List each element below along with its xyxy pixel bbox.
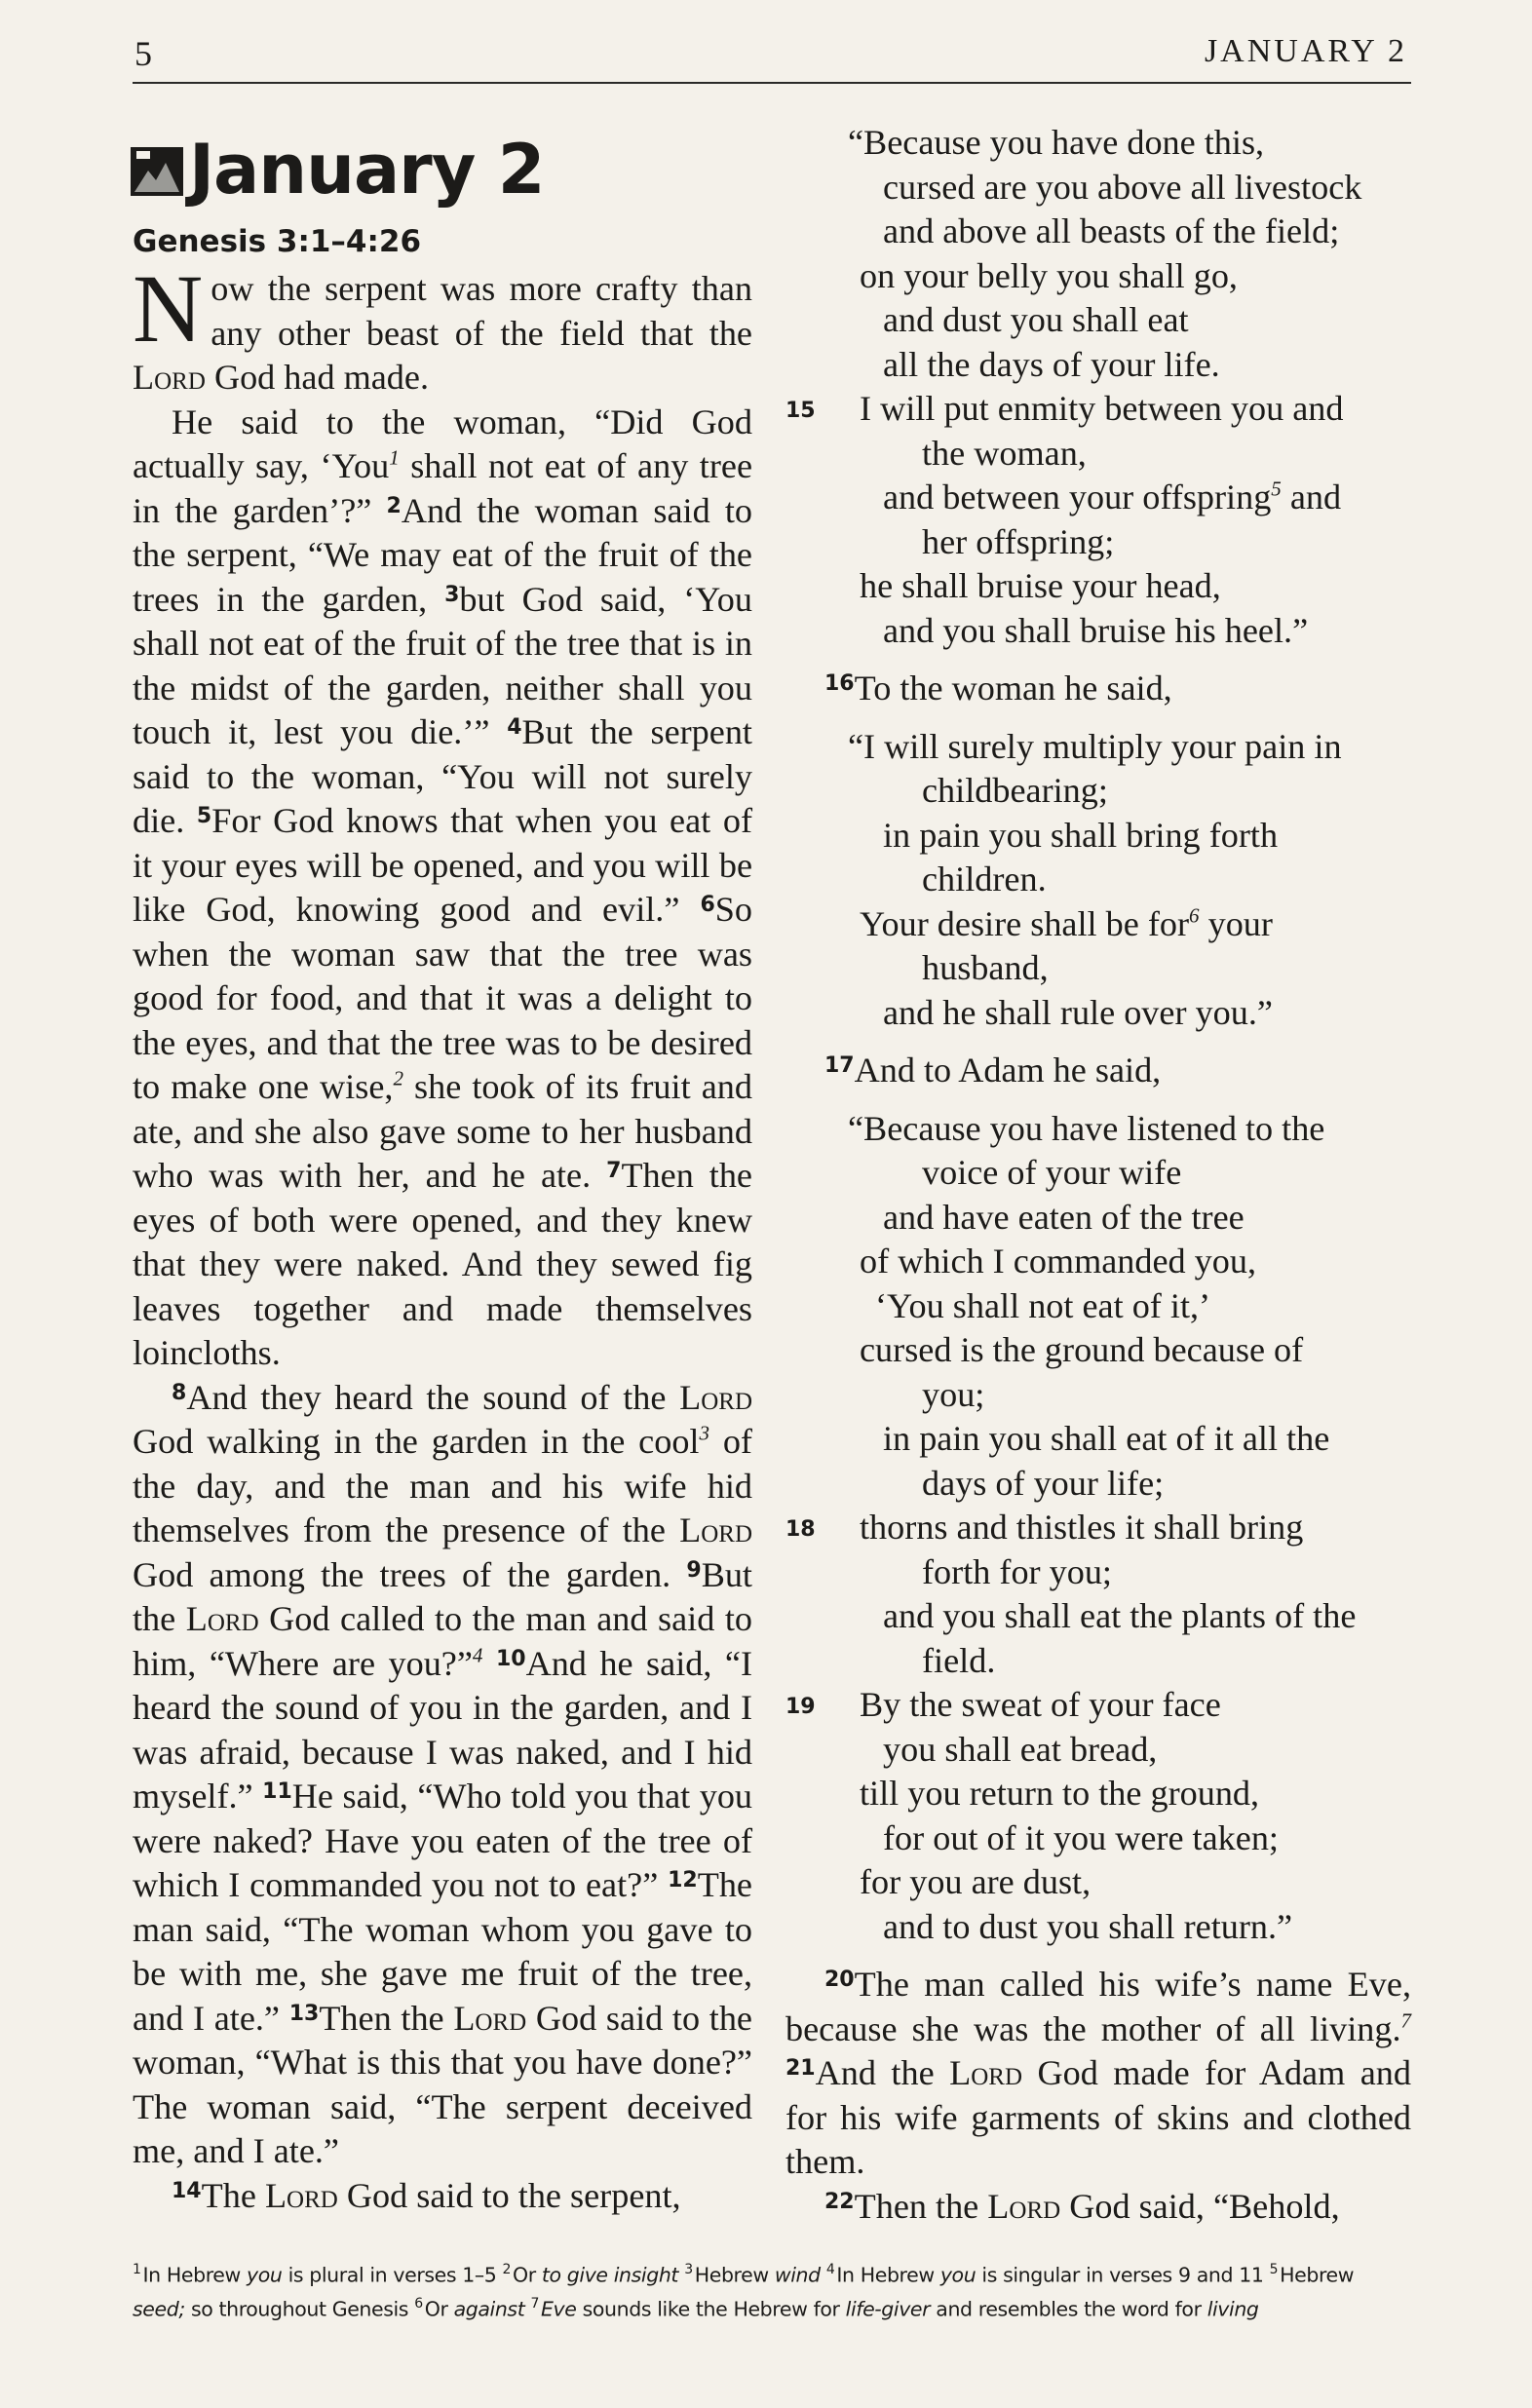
verse-number: 17 xyxy=(824,1053,855,1079)
poem-line: and above all beasts of the field; xyxy=(883,211,1340,250)
verse-number: 13 xyxy=(288,2001,320,2026)
poem-line: husband, xyxy=(922,948,1049,987)
right-column xyxy=(785,121,1411,2229)
poem-line: all the days of your life. xyxy=(883,344,1220,384)
poem-line: the woman, xyxy=(922,433,1087,473)
poem-line: and he shall rule over you.” xyxy=(883,992,1273,1032)
paragraph-3: $^8$And they heard the sound of the Lord God walking in the garden in the cool$^3$ of the day, and the man and his wife hid themselves from the presence of the Lord God among the trees of the garden. $^9$But the Lord God called to the man and said to him, “Where are you?”$^4$ $^{10}$And he said, “I heard the sound of you in the garden, and I was afraid, because I was naked, and I hid myself.” $^{11}$He said, “Who told you that you were naked? Have you eaten of the tree of which I commanded you not to eat?” $^{12}$The man said, “The woman whom you gave to be with me, she gave me fruit of the tree, and I ate.” $^{13}$Then the Lord God said to the woman, “What is this that you have done?” The woman said, “The serpent deceived me, and I ate.” xyxy=(133,1377,753,2170)
footnote-ref: 2 xyxy=(393,1066,403,1090)
lord-smallcaps: Lord xyxy=(133,358,206,397)
verse-number: 15 xyxy=(785,399,816,423)
verse-number: 18 xyxy=(785,1517,816,1542)
poem-line: of which I commanded you, xyxy=(860,1242,1257,1280)
poem-line: on your belly you shall go, xyxy=(860,255,1238,295)
poem-line: days of your life; xyxy=(922,1463,1165,1503)
poem-line: ‘You shall not eat of it,’ xyxy=(875,1285,1211,1325)
reading-date: January 2 xyxy=(189,130,545,210)
poem-line: “I will surely multiply your pain in xyxy=(848,726,1342,766)
paragraph-1: N ow the serpent was more crafty than any other beast of the field that the Lord God had made. xyxy=(133,254,752,397)
poem-line: and dust you shall eat xyxy=(883,300,1189,339)
poem-line: for out of it you were taken; xyxy=(883,1817,1279,1857)
verse-number: 14 xyxy=(172,2178,202,2203)
verse-number: 20 xyxy=(824,1968,855,1993)
poem-line: “Because you have listened to the xyxy=(848,1108,1325,1148)
verse-number: 16 xyxy=(824,671,855,697)
poem-line: Your desire shall be for$^6$ your xyxy=(860,902,1273,943)
verse-number: 4 xyxy=(507,715,522,741)
footnote-number: 6 xyxy=(414,2296,423,2312)
poem-line: her offspring; xyxy=(922,521,1115,561)
lord-smallcaps: Lord xyxy=(264,2175,338,2215)
header-rule xyxy=(133,82,1411,84)
footnote-number: 4 xyxy=(825,2262,835,2277)
paragraph-4: $^{14}$The Lord God said to the serpent, xyxy=(172,2175,681,2215)
footnote-number: 2 xyxy=(502,2262,511,2277)
reading-date-heading xyxy=(129,129,752,210)
paragraph-20: $^{20}$The man called his wife’s name Eve, because she was the mother of all living.$^7$ $^{21}$And the Lord God made for Adam and for his wife garments of skins and clothed them. xyxy=(785,1965,1411,2181)
poem-line: By the sweat of your face xyxy=(860,1685,1221,1724)
footnote-ref: 6 xyxy=(1189,902,1200,927)
footnote-ref: 5 xyxy=(1271,477,1282,501)
lord-smallcaps: Lord xyxy=(453,1998,527,2038)
lord-smallcaps: Lord xyxy=(949,2053,1023,2092)
verse-number: 11 xyxy=(262,1779,292,1805)
verse-number: 19 xyxy=(785,1695,816,1719)
running-head: JANUARY 2 xyxy=(1204,33,1407,69)
poem-line: in pain you shall eat of it all the xyxy=(883,1419,1330,1458)
poem-line: and to dust you shall return.” xyxy=(883,1906,1293,1946)
poem-line: cursed is the ground because of xyxy=(860,1330,1304,1369)
reading-plan-icon xyxy=(129,141,185,198)
verse-number: 5 xyxy=(196,804,212,829)
lord-smallcaps: Lord xyxy=(679,1377,752,1417)
poem-curse-woman xyxy=(785,725,1411,1036)
page-number: 5 xyxy=(134,34,152,73)
poem-line: till you return to the ground, xyxy=(860,1774,1260,1813)
footnote-ref: 4 xyxy=(472,1642,483,1666)
footnote-ref: 1 xyxy=(389,445,400,470)
poem-line: he shall bruise your head, xyxy=(860,566,1221,605)
lord-smallcaps: Lord xyxy=(679,1510,752,1549)
verse-number: 8 xyxy=(172,1380,187,1405)
verse-number: 7 xyxy=(606,1159,622,1184)
verse-number: 9 xyxy=(686,1557,702,1583)
poem-line: “Because you have done this, xyxy=(848,123,1265,162)
lord-smallcaps: Lord xyxy=(987,2186,1061,2226)
poem-line: thorns and thistles it shall bring xyxy=(860,1508,1304,1547)
poem-line: and you shall eat the plants of the xyxy=(883,1596,1357,1635)
verse-number: 12 xyxy=(668,1868,698,1893)
poem-line: for you are dust, xyxy=(860,1862,1092,1901)
verse-number: 3 xyxy=(444,582,460,607)
left-column xyxy=(133,121,752,2218)
poem-line: voice of your wife xyxy=(922,1153,1182,1192)
poem-line: in pain you shall bring forth xyxy=(883,815,1279,855)
poem-line: childbearing; xyxy=(922,771,1108,810)
passage-reference: Genesis 3:1–4:26 xyxy=(133,224,422,259)
poem-curse-serpent xyxy=(785,121,1411,653)
poem-line: and you shall bruise his heel.” xyxy=(883,610,1309,650)
verse-number: 2 xyxy=(386,493,402,518)
poem-curse-adam xyxy=(785,1107,1411,1950)
poem-line: you; xyxy=(922,1374,985,1414)
poem-line: field. xyxy=(922,1640,996,1680)
footnote-number: 7 xyxy=(530,2296,539,2312)
poem-line: cursed are you above all livestock xyxy=(883,167,1362,207)
footnote-number: 5 xyxy=(1269,2262,1279,2277)
footnote-ref: 7 xyxy=(1400,2007,1411,2032)
verse-number: 10 xyxy=(495,1646,526,1671)
verse-number: 21 xyxy=(785,2056,816,2082)
footnote-number: 3 xyxy=(684,2262,693,2277)
poem-line: forth for you; xyxy=(922,1551,1112,1591)
footnote-number: 1 xyxy=(133,2262,141,2277)
footnotes: $^1$In Hebrew you is plural in verses 1–5 $^2$Or to give insight $^3$Hebrew wind $^4$In Hebrew you is singular in verses 9 and 11 $^5$Hebrew seed; so throughout Genesis $^6$Or against $^7$Eve sounds like the Hebrew for life-giver and resembles the word for living xyxy=(133,2262,1355,2321)
paragraph-2: He said to the woman, “Did God actually say, ‘You$^1$ shall not eat of any tree in the garden’?” $^2$And the woman said to the serpent, “We may eat of the fruit of the trees in the garden, $^3$but God said, ‘You shall not eat of the fruit of the tree that is in the midst of the garden, neither shall you touch it, lest you die.’” $^4$But the serpent said to the woman, “You will not surely die. $^5$For God knows that when you eat of it your eyes will be opened, and you will be like God, knowing good and evil.” $^6$So when the woman saw that the tree was good for food, and that it was a delight to the eyes, and that the tree was to be desired to make one wise,$^2$ she took of its fruit and ate, and she also gave some to her husband who was with her, and he ate. $^7$Then the eyes of both were opened, and they knew that they were naked. And they sewed fig leaves together and made themselves loincloths. xyxy=(133,401,753,1372)
paragraph-17: $^{17}$And to Adam he said, xyxy=(824,1051,1162,1089)
lord-smallcaps: Lord xyxy=(185,1599,259,1638)
poem-line: you shall eat bread, xyxy=(883,1729,1158,1769)
footnote-ref: 3 xyxy=(699,1421,709,1445)
poem-line: and between your offspring$^5$ and xyxy=(883,477,1342,516)
poem-line: children. xyxy=(922,860,1047,898)
poem-line: and have eaten of the tree xyxy=(883,1197,1245,1237)
verse-number: 6 xyxy=(700,893,715,918)
paragraph-22: $^{22}$Then the Lord God said, “Behold, xyxy=(824,2186,1340,2226)
poem-line: I will put enmity between you and xyxy=(860,389,1344,428)
paragraph-16: $^{16}$To the woman he said, xyxy=(824,669,1172,707)
verse-number: 22 xyxy=(824,2189,855,2214)
